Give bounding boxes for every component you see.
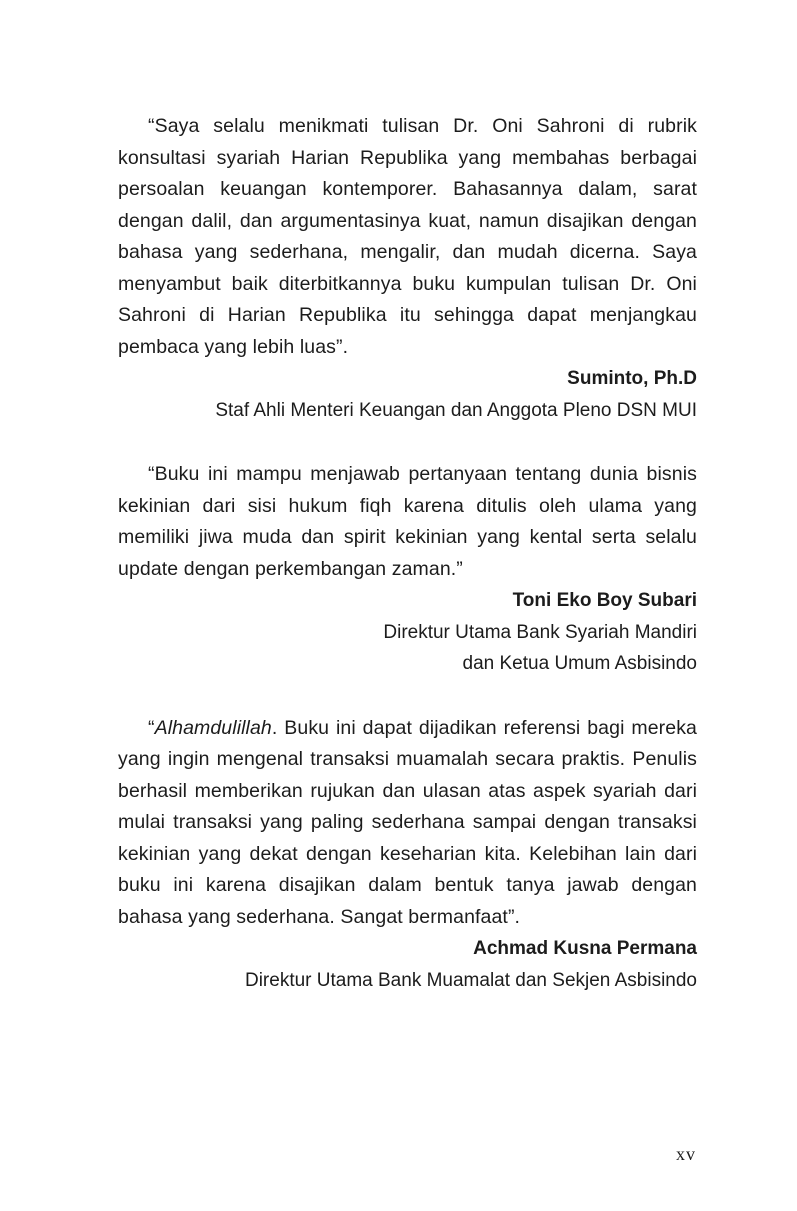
quote-italic-lead: Alhamdulillah (154, 716, 272, 739)
quote-open-mark: “ (148, 716, 155, 739)
testimonial-attribution (118, 933, 697, 996)
testimonial-attribution (118, 585, 697, 680)
testimonial-3 (118, 713, 697, 997)
endorsements-page (118, 111, 697, 1029)
testimonial-author: Achmad Kusna Permana (473, 938, 697, 959)
quote-rest: . Buku ini dapat dijadikan referensi bagi mereka yang ingin mengenal transaksi muamalah secara praktis. Penulis berhasil memberikan rujukan dan ulasan atas aspek syariah dari mulai transaksi yang paling sederhana sampai dengan transaksi kekinian yang dekat dengan keseharian kita. Kelebihan lain dari buku ini karena disajikan dalam bentuk tanya jawab dengan bahasa yang sederhana. Sangat bermanfaat”. (118, 716, 697, 928)
testimonial-1 (118, 111, 697, 426)
testimonial-quote (118, 713, 697, 934)
testimonial-author-role: Direktur Utama Bank Muamalat dan Sekjen Asbisindo (244, 969, 697, 991)
testimonial-2 (118, 459, 697, 680)
testimonial-author-role: Direktur Utama Bank Syariah Mandiri (383, 621, 697, 643)
testimonial-quote: “Buku ini mampu menjawab pertanyaan tentang dunia bisnis kekinian dari sisi hukum fiqh karena ditulis oleh ulama yang memiliki jiwa muda dan spirit kekinian yang kental serta selalu update dengan perkembangan zaman.” (118, 463, 697, 580)
page-number: xv (676, 1144, 696, 1164)
testimonial-attribution (118, 363, 697, 426)
testimonial-author: Toni Eko Boy Subari (512, 590, 697, 611)
testimonial-author-role: dan Ketua Umum Asbisindo (462, 653, 697, 674)
testimonial-author: Suminto, Ph.D (567, 368, 697, 389)
testimonial-author-role: Staf Ahli Menteri Keuangan dan Anggota Pleno DSN MUI (215, 399, 697, 421)
testimonial-quote: “Saya selalu menikmati tulisan Dr. Oni Sahroni di rubrik konsultasi syariah Harian Republika yang membahas berbagai persoalan keuangan kontemporer. Bahasannya dalam, sarat dengan dalil, dan argumentasinya kuat, namun disajikan dengan bahasa yang sederhana, mengalir, dan mudah dicerna. Saya menyambut baik diterbitkannya buku kumpulan tulisan Dr. Oni Sahroni di Harian Republika itu sehingga dapat menjangkau pembaca yang lebih luas”. (118, 115, 697, 358)
